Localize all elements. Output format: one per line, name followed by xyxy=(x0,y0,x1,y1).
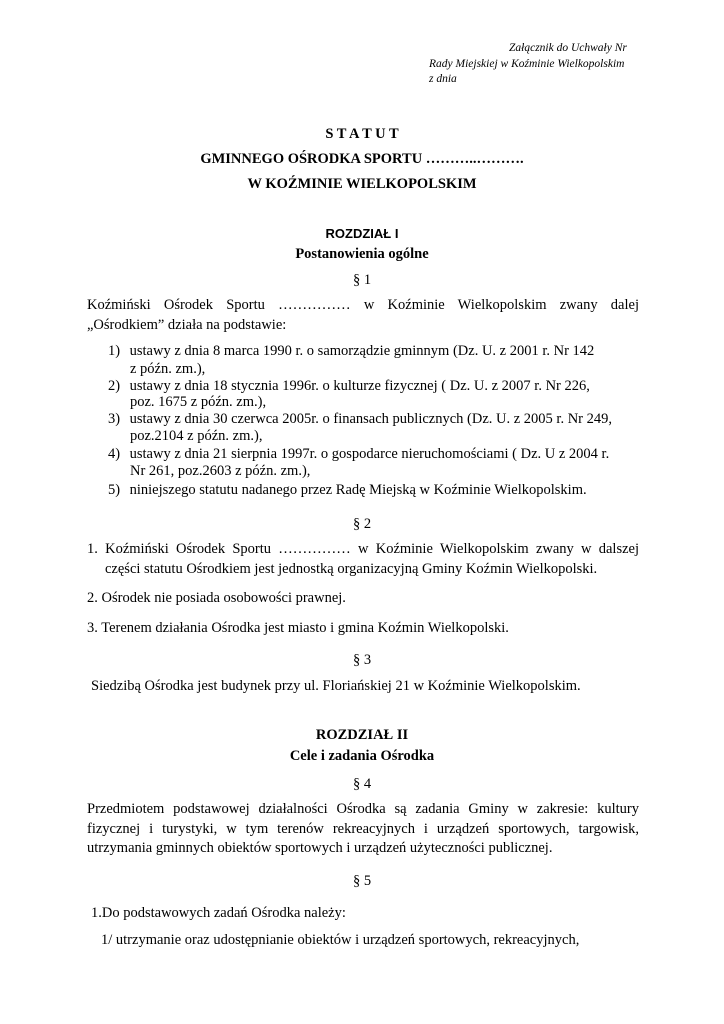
paragraph-3-text: Siedzibą Ośrodka jest budynek przy ul. Floriańskiej 21 w Koźminie Wielkopolskim. xyxy=(91,678,581,694)
legal-basis-item-2-cont: poz. 1675 z późn. zm.), xyxy=(130,394,267,410)
document-title: S T A T U T xyxy=(325,126,399,142)
section-sign-5: § 5 xyxy=(352,873,372,889)
paragraph-2-point-1-line2: części statutu Ośrodkiem jest jednostką organizacyjną Gminy Koźmin Wielkopolski. xyxy=(105,561,598,577)
item-text: ustawy z dnia 8 marca 1990 r. o samorządzie gminnym (Dz. U. z 2001 r. Nr 142 xyxy=(129,343,595,359)
document-title-line3: W KOŹMINIE WIELKOPOLSKIM xyxy=(247,176,477,192)
attachment-header-line1: Załącznik do Uchwały Nr xyxy=(509,42,627,54)
legal-basis-item-4-cont: Nr 261, poz.2603 z późn. zm.), xyxy=(130,463,311,479)
item-number: 2) xyxy=(108,378,121,394)
document-title-line2: GMINNEGO OŚRODKA SPORTU ………..………. xyxy=(200,151,524,167)
paragraph-5-line1: 1.Do podstawowych zadań Ośrodka należy: xyxy=(91,905,346,921)
paragraph-1-intro-line2: „Ośrodkiem” działa na podstawie: xyxy=(87,317,287,333)
legal-basis-item-5 xyxy=(108,482,587,499)
item-text: ustawy z dnia 21 sierpnia 1997r. o gospodarce nieruchomościami ( Dz. U z 2004 r. xyxy=(129,446,610,462)
item-text: niniejszego statutu nadanego przez Radę Miejską w Koźminie Wielkopolskim. xyxy=(129,482,587,498)
legal-basis-item-2 xyxy=(108,378,590,395)
paragraph-4-line1: Przedmiotem podstawowej działalności Ośrodka są zadania Gminy w zakresie: kultury xyxy=(87,801,639,817)
paragraph-2-point-1-line1: 1. Koźmiński Ośrodek Sportu …………… w Koźminie Wielkopolskim zwany w dalszej xyxy=(87,541,639,557)
attachment-header-line2: Rady Miejskiej w Koźminie Wielkopolskim xyxy=(429,58,625,70)
item-text: ustawy z dnia 18 stycznia 1996r. o kulturze fizycznej ( Dz. U. z 2007 r. Nr 226, xyxy=(129,378,590,394)
legal-basis-item-1 xyxy=(108,343,594,360)
section-sign-3: § 3 xyxy=(352,652,372,668)
paragraph-4-line3: utrzymania gminnych obiektów sportowych i urządzeń użyteczności publicznej. xyxy=(87,840,553,856)
item-text: ustawy z dnia 30 czerwca 2005r. o finansach publicznych (Dz. U. z 2005 r. Nr 249, xyxy=(129,411,613,427)
paragraph-4-line2: fizycznej i turystyki, w tym terenów rekreacyjnych i urządzeń sportowych, targowisk, xyxy=(87,821,639,837)
attachment-header-line3: z dnia xyxy=(429,73,457,85)
item-number: 4) xyxy=(108,446,121,462)
item-number: 3) xyxy=(108,411,121,427)
chapter-2-subheading: Cele i zadania Ośrodka xyxy=(289,748,435,764)
section-sign-1: § 1 xyxy=(352,272,372,288)
item-number: 5) xyxy=(108,482,121,498)
chapter-1-subheading: Postanowienia ogólne xyxy=(295,246,429,262)
legal-basis-item-1-cont: z późn. zm.), xyxy=(130,361,206,377)
paragraph-1-intro-line1: Koźmiński Ośrodek Sportu …………… w Koźminie Wielkopolskim zwany dalej xyxy=(87,297,639,313)
item-number: 1) xyxy=(108,343,121,359)
chapter-1-heading: ROZDZIAŁ I xyxy=(325,226,399,241)
paragraph-2-point-3: 3. Terenem działania Ośrodka jest miasto i gmina Koźmin Wielkopolski. xyxy=(87,620,509,636)
paragraph-2-point-2: 2. Ośrodek nie posiada osobowości prawnej. xyxy=(87,590,346,606)
chapter-2-heading: ROZDZIAŁ II xyxy=(315,727,409,743)
legal-basis-item-3-cont: poz.2104 z późn. zm.), xyxy=(130,428,263,444)
legal-basis-item-4 xyxy=(108,446,609,463)
section-sign-2: § 2 xyxy=(352,516,372,532)
paragraph-5-line2: 1/ utrzymanie oraz udostępnianie obiektów i urządzeń sportowych, rekreacyjnych, xyxy=(101,932,580,948)
legal-basis-item-3 xyxy=(108,411,612,428)
section-sign-4: § 4 xyxy=(352,776,372,792)
